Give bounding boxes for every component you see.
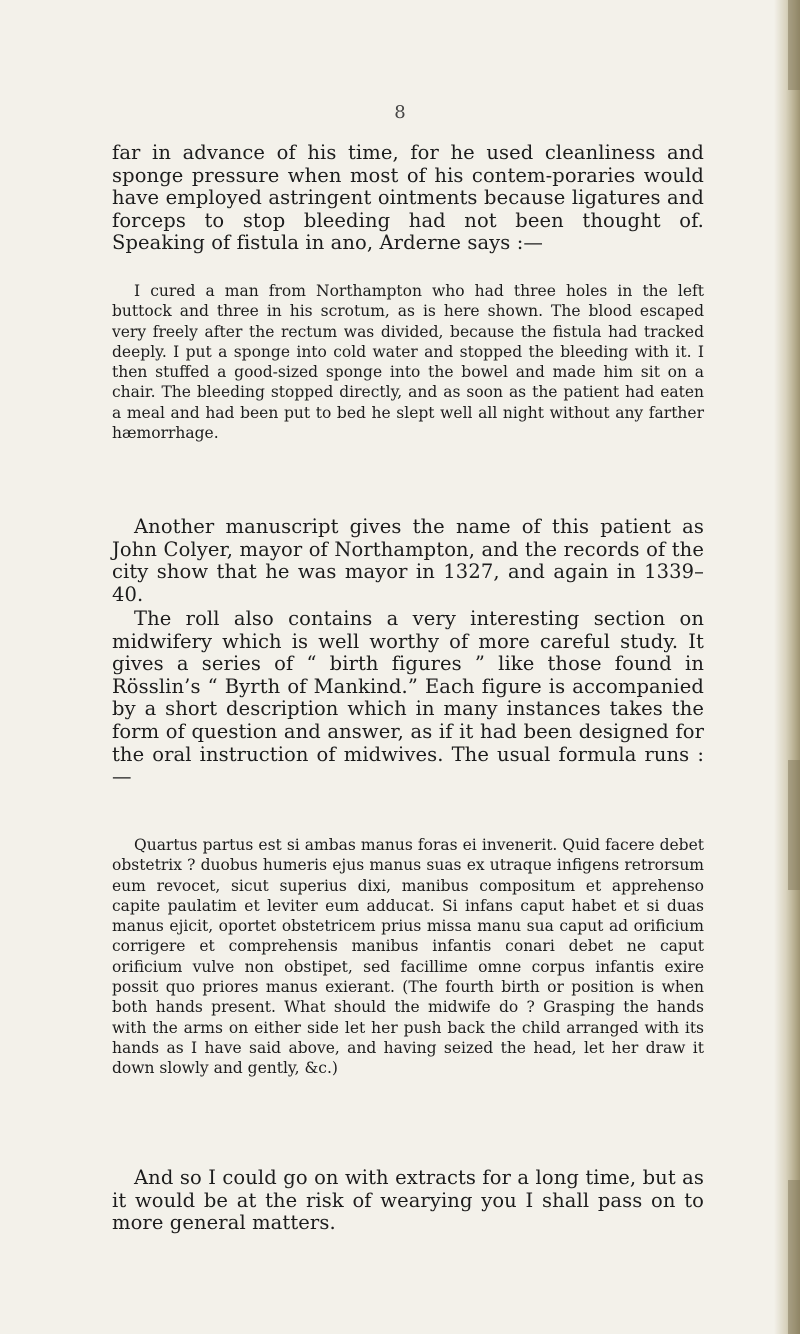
quotation-northampton-case xyxy=(112,281,704,443)
scan-edge-mark xyxy=(788,1180,800,1334)
quotation-latin-midwifery xyxy=(112,835,704,1079)
paragraph-closing xyxy=(112,1167,704,1235)
body-text: And so I could go on with extracts for a long time, but as it would be at the risk of wearying you I shall pass on to more general matters. xyxy=(112,1166,704,1235)
scan-edge-mark xyxy=(788,0,800,90)
paragraph-arderne-intro xyxy=(112,142,704,255)
quote-text: Quartus partus est si ambas manus foras ei invenerit. Quid facere debet obstetrix ? duobus humeris ejus manus suas ex utraque infigens retrorsum eum revocet, sicut superius dixi, manibus compositum et apprehenso capite paulatim et leviter eum adducat. Si infans caput habet et si duas manus ejicit, oportet obstetricem prius missa manu sua caput ad orificium corrigere et comprehensis manibus infantis conari debet ne caput orificium vulve non obstipet, sed facillime omne corpus infantis exire possit quo priores manus exierant. (The fourth birth or position is when both hands present. What should the midwife do ? Grasping the hands with the arms on either side let her push back the child arranged with its hands as I have said above, and having seized the head, let her draw it down slowly and gently, &c.) xyxy=(112,836,704,1078)
scan-edge-shadow xyxy=(774,0,800,1334)
page-number: 8 xyxy=(394,102,406,123)
body-text: Another manuscript gives the name of this patient as John Colyer, mayor of Northampton, and the records of the city show that he was mayor in 1327, and again in 1339–40. xyxy=(112,515,704,606)
paragraph-midwifery xyxy=(112,608,704,789)
body-text: far in advance of his time, for he used cleanliness and sponge pressure when most of his contem-poraries would have employed astringent ointments because ligatures and forceps to stop bleeding had not been thought of. Speaking of fistula in ano, Arderne says :— xyxy=(112,141,704,255)
body-text: The roll also contains a very interesting section on midwifery which is well worthy of more careful study. It gives a series of “ birth figures ” like those found in Rösslin’s “ Byrth of Mankind.” Each figure is accompanied by a short description which in many instances takes the form of question and answer, as if it had been designed for the oral instruction of midwives. The usual formula runs :— xyxy=(112,607,704,789)
paragraph-john-colyer xyxy=(112,516,704,606)
quote-text: I cured a man from Northampton who had three holes in the left buttock and three in his scrotum, as is here shown. The blood escaped very freely after the rectum was divided, because the fistula had tracked deeply. I put a sponge into cold water and stopped the bleeding with it. I then stuffed a good-sized sponge into the bowel and made him sit on a chair. The bleeding stopped directly, and as soon as the patient had eaten a meal and had been put to bed he slept well all night without any farther hæmorrhage. xyxy=(112,282,704,443)
scan-edge-mark xyxy=(788,760,800,890)
